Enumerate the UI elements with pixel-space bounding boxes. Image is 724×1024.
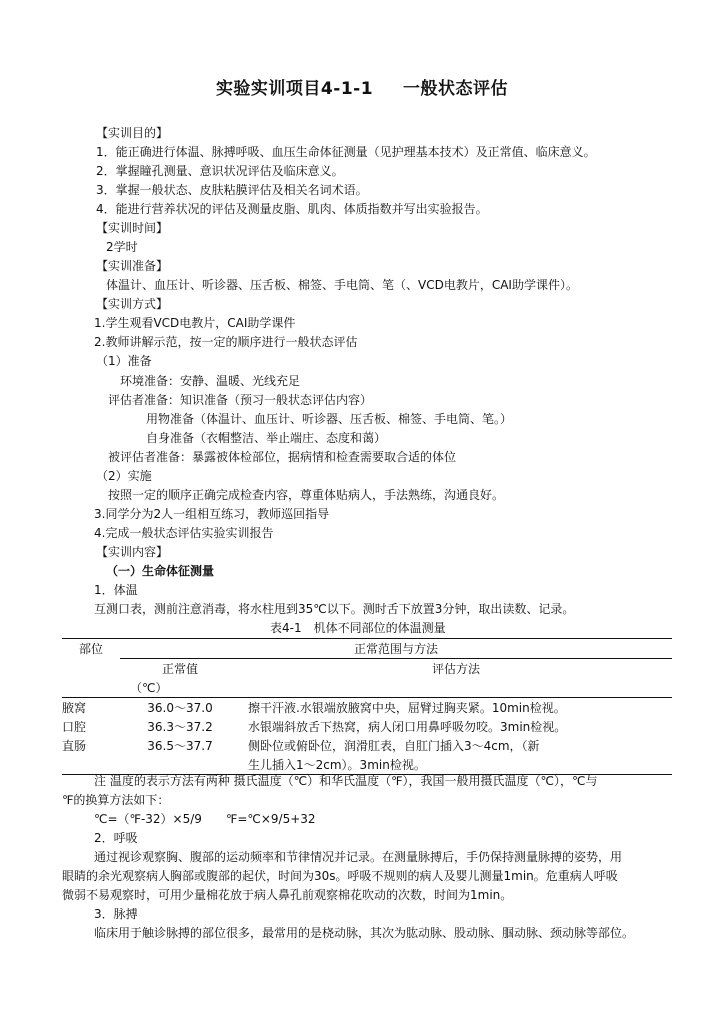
implement-desc: 按照一定的顺序正确完成检查内容，尊重体贴病人，手法熟练，沟通良好。 — [108, 488, 505, 502]
row-method: 擦干汗液.水银端放腋窝中央，屈臂过胸夹紧。10min检视。 — [248, 701, 566, 715]
header-method: 评估方法 — [431, 662, 480, 676]
purpose-item-1: 1．能正确进行体温、脉搏呼吸、血压生命体征测量（见护理基本技术）及正常值、临床意义。 — [96, 145, 596, 159]
header-site: 部位 — [62, 639, 120, 659]
prep-subject: 被评估者准备：暴露被体检部位，据病情和检查需要取合适的体位 — [108, 450, 457, 464]
respiration-line-2: 眼睛的余光观察病人胸部或腹部的起伏，时间为30s。呼吸不规则的病人及婴儿测量1min。危重病人呼吸 — [62, 869, 618, 883]
table-row — [62, 717, 672, 736]
table-row — [62, 698, 672, 718]
content-subheading-vitals: （一）生命体征测量 — [106, 564, 215, 578]
header-range-method: 正常范围与方法 — [120, 639, 672, 659]
section-heading-time: 【实训时间】 — [96, 221, 169, 235]
table-row — [62, 736, 672, 755]
temperature-table — [62, 638, 672, 775]
prep-items: 体温计、血压计、听诊器、压舌板、棉签、手电筒、笔（、VCD电教片，CAI助学课件）。 — [106, 278, 578, 292]
section-heading-purpose: 【实训目的】 — [96, 126, 169, 140]
row-method: 水银端斜放舌下热窝，病人闭口用鼻呼吸勿咬。3min检视。 — [248, 720, 567, 734]
header-normal-value: 正常值 — [161, 662, 198, 676]
section-heading-prep: 【实训准备】 — [96, 259, 169, 273]
row-site: 直肠 — [62, 739, 87, 753]
row-site: 腋窝 — [62, 701, 87, 715]
method-item-3: 3.同学分为2人一组相互练习，教师巡回指导 — [94, 507, 330, 521]
table-row-continued — [62, 755, 672, 775]
row-method-cont: 生儿插入1～2cm）。3min检视。 — [240, 755, 672, 775]
table-header-row-2 — [62, 659, 672, 679]
formula-line: ℃=（℉-32）×5/9 ℉=℃×9/5+32 — [94, 812, 316, 826]
respiration-line-1: 通过视诊观察胸、腹部的运动频率和节律情况并记录。在测量脉搏后，手仍保持测量脉搏的姿势，用 — [94, 850, 623, 864]
note-line-2: ℉的换算方法如下： — [62, 793, 170, 807]
title-code: 实验实训项目4-1-1 — [215, 79, 374, 99]
row-normal: 36.5～37.7 — [147, 739, 213, 753]
purpose-item-2: 2．掌握瞳孔测量、意识状况评估及临床意义。 — [96, 164, 344, 178]
section-heading-method: 【实训方式】 — [96, 297, 169, 311]
table-header-row-1 — [62, 639, 672, 659]
content-temperature-desc: 互测口表，测前注意消毒，将水柱甩到35℃以下。测时舌下放置3分钟，取出读数、记录。 — [94, 602, 575, 616]
content-respiration-heading: 2．呼吸 — [94, 831, 138, 845]
method-item-1: 1.学生观看VCD电教片，CAI助学课件 — [94, 316, 296, 330]
table-caption: 表4-1 机体不同部位的体温测量 — [270, 621, 446, 635]
respiration-line-3: 微弱不易观察时，可用少量棉花放于病人鼻孔前观察棉花吹动的次数，时间为1min。 — [62, 888, 513, 902]
pulse-line-1: 临床用于触诊脉搏的部位很多，最常用的是桡动脉，其次为肱动脉、股动脉、腘动脉、颈动脉等部位。 — [94, 926, 635, 940]
note-line-1: 注 温度的表示方法有两种 摄氏温度（℃）和华氏温度（℉），我国一般用摄氏温度（℃），℃与 — [94, 774, 598, 788]
method-sub-prep: （1）准备 — [96, 354, 152, 368]
title-subject: 一般状态评估 — [403, 79, 509, 99]
method-item-2: 2.教师讲解示范，按一定的顺序进行一般状态评估 — [94, 335, 358, 349]
purpose-item-4: 4．能进行营养状况的评估及测量皮脂、肌肉、体质指数并写出实验报告。 — [96, 202, 488, 216]
table-header-row-3 — [62, 678, 672, 698]
method-sub-implement: （2）实施 — [96, 469, 152, 483]
prep-environment: 环境准备：安静、温暖、光线充足 — [120, 374, 301, 388]
purpose-item-3: 3．掌握一般状态、皮肤粘膜评估及相关名词术语。 — [96, 183, 368, 197]
prep-self: 自身准备（衣帽整洁、举止端庄、态度和蔼） — [146, 431, 387, 445]
prep-supplies: 用物准备（体温计、血压计、听诊器、压舌板、棉签、手电筒、笔。） — [146, 412, 513, 426]
row-site: 口腔 — [62, 720, 87, 734]
prep-assessor: 评估者准备：知识准备（预习一般状态评估内容） — [108, 393, 373, 407]
header-unit: （℃） — [120, 678, 240, 698]
content-pulse-heading: 3．脉搏 — [94, 907, 138, 921]
page-title — [0, 74, 724, 99]
section-heading-content: 【实训内容】 — [96, 545, 169, 559]
time-value: 2学时 — [106, 240, 138, 254]
method-item-4: 4.完成一般状态评估实验实训报告 — [94, 526, 274, 540]
row-normal: 36.3～37.2 — [147, 720, 213, 734]
row-normal: 36.0～37.0 — [147, 701, 213, 715]
content-temperature-heading: 1．体温 — [94, 583, 138, 597]
row-method: 侧卧位或俯卧位，润滑肛表，自肛门插入3～4cm，（新 — [248, 739, 540, 753]
